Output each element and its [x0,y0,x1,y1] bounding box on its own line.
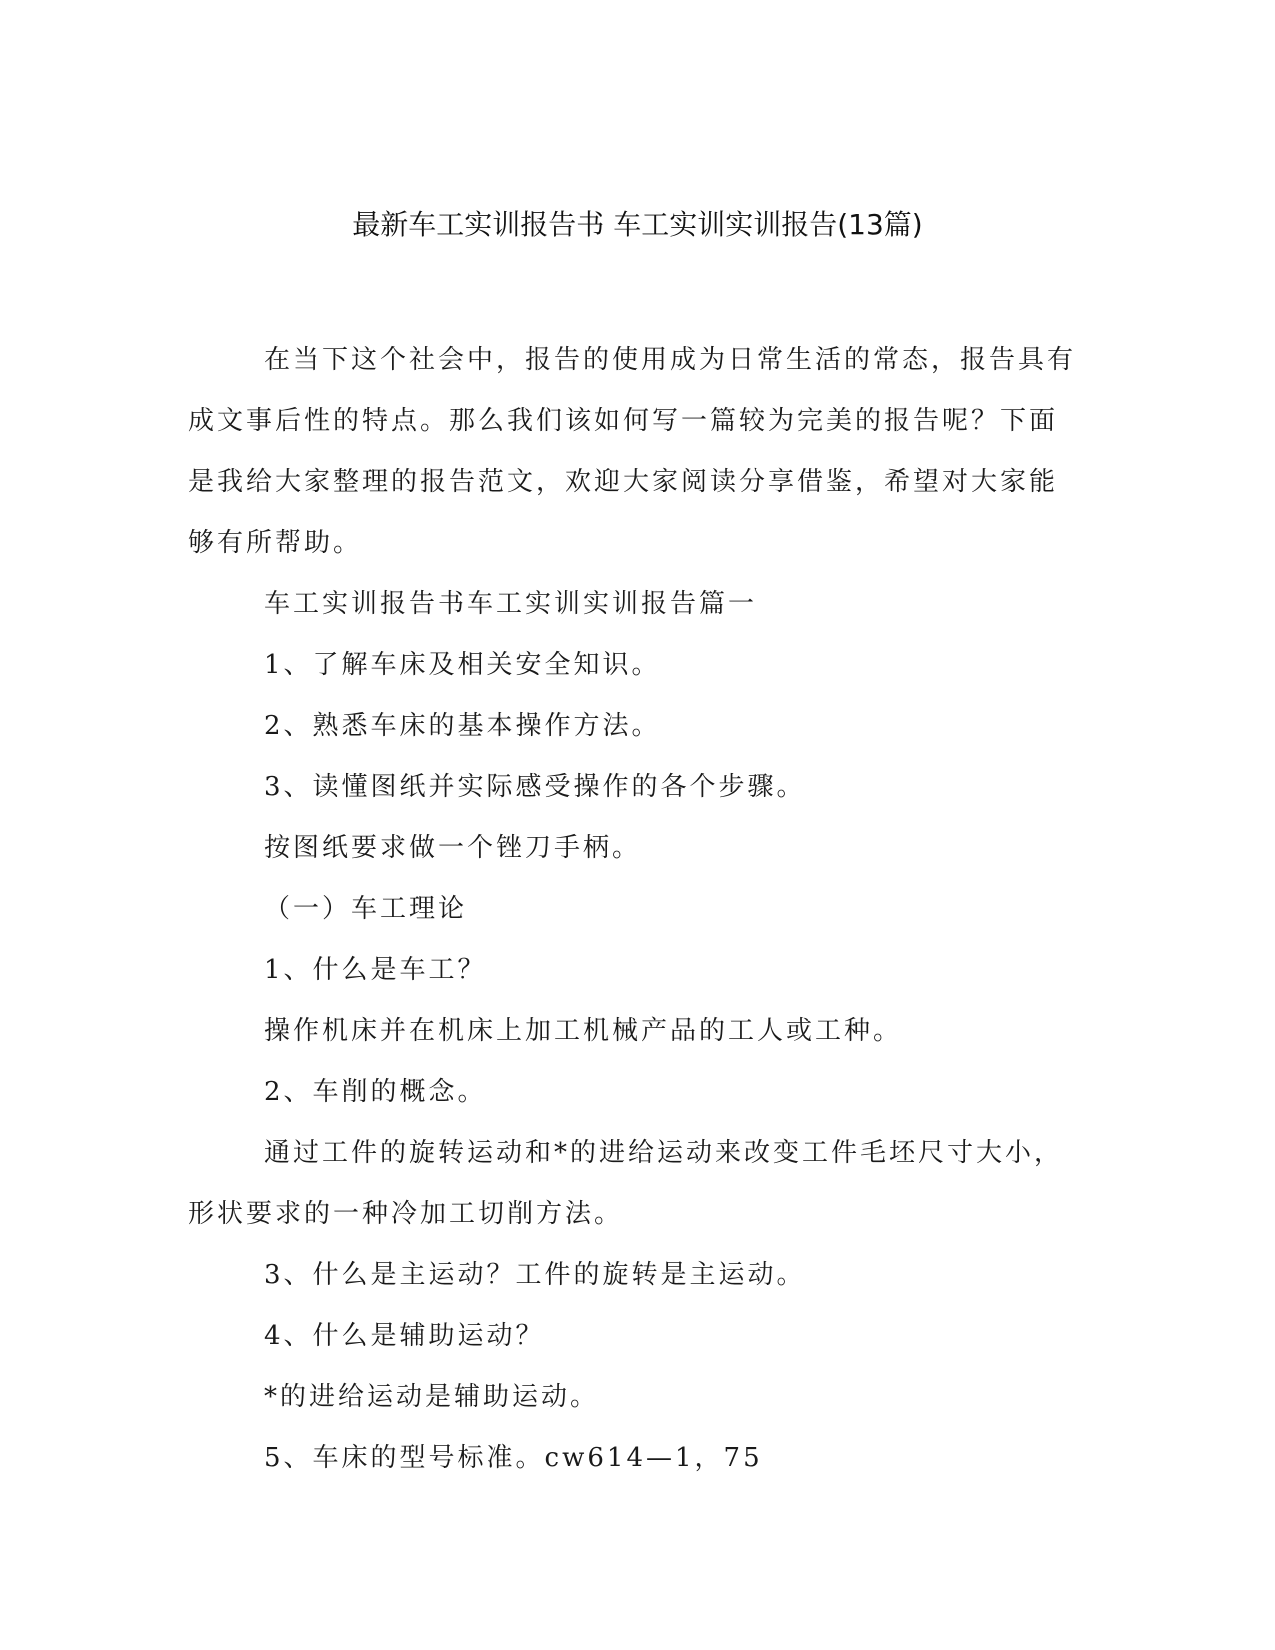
question-4: 4、什么是辅助运动？ [264,1321,545,1351]
section-heading: 车工实训报告书车工实训实训报告篇一 [264,589,758,619]
intro-line-1: 在当下这个社会中，报告的使用成为日常生活的常态，报告具有 [264,345,1077,375]
objective-item-1: 1、了解车床及相关安全知识。 [264,650,661,680]
intro-line-2: 成文事后性的特点。那么我们该如何写一篇较为完美的报告呢？下面 [188,406,1059,436]
intro-line-4: 够有所帮助。 [188,528,363,558]
question-5: 5、车床的型号标准。cw614—1，75 [264,1443,763,1473]
answer-1: 操作机床并在机床上加工机械产品的工人或工种。 [264,1016,903,1046]
answer-2-line-1: 通过工件的旋转运动和*的进给运动来改变工件毛坯尺寸大小， [264,1138,1064,1168]
answer-2-line-2: 形状要求的一种冷加工切削方法。 [188,1199,624,1229]
document-body [188,330,1077,1489]
subheading-theory: （一）车工理论 [264,894,468,924]
answer-4: *的进给运动是辅助运动。 [264,1382,600,1412]
question-1: 1、什么是车工？ [264,955,487,985]
document-title: 最新车工实训报告书 车工实训实训报告(13篇) [352,208,923,241]
objective-item-2: 2、熟悉车床的基本操作方法。 [264,711,661,741]
task-text: 按图纸要求做一个锉刀手柄。 [264,833,642,863]
intro-line-3: 是我给大家整理的报告范文，欢迎大家阅读分享借鉴，希望对大家能 [188,467,1059,497]
objective-item-3: 3、读懂图纸并实际感受操作的各个步骤。 [264,772,806,802]
question-2: 2、车削的概念。 [264,1077,487,1107]
question-3: 3、什么是主运动？工件的旋转是主运动。 [264,1260,806,1290]
